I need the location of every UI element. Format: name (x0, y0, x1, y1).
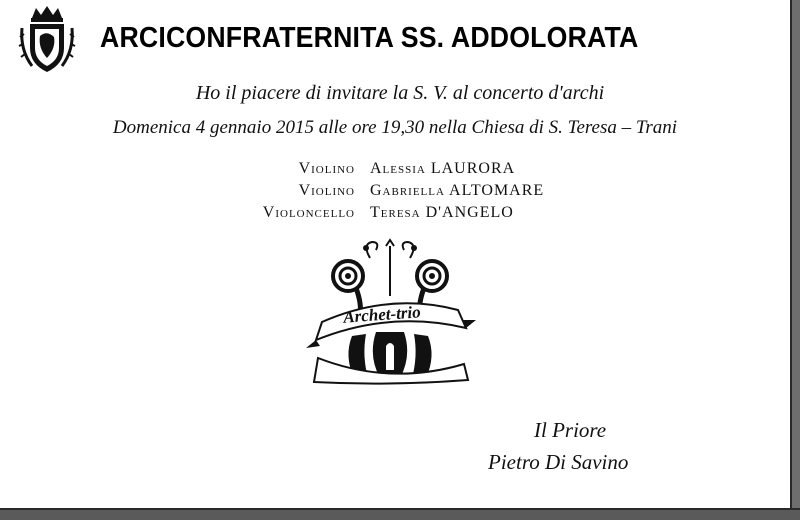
performer-role: Violino (298, 160, 355, 177)
page-title: ARCICONFRATERNITA SS. ADDOLORATA (100, 22, 639, 54)
invitation-line-2: Domenica 4 gennaio 2015 alle ore 19,30 nella Chiesa di S. Teresa – Trani (112, 117, 678, 138)
performer-role: Violino (298, 182, 355, 199)
performer-row (0, 204, 800, 226)
invitation-line-1: Ho il piacere di invitare la S. V. al concerto d'archi (195, 82, 605, 104)
window-bottom-bar (0, 508, 800, 520)
logo-text: Archet-trio (342, 302, 422, 327)
performer-name: Teresa D'ANGELO (370, 204, 514, 221)
signature-title: Il Priore (534, 418, 607, 442)
performer-row (0, 160, 800, 182)
performer-name: Gabriella ALTOMARE (370, 182, 545, 199)
signature-name: Pietro Di Savino (488, 450, 629, 474)
performer-row (0, 182, 800, 204)
confraternity-crest-icon (18, 4, 76, 76)
performer-list (0, 160, 800, 226)
window-right-edge (790, 0, 800, 508)
performer-name: Alessia LAURORA (370, 160, 516, 177)
performer-role: Violoncello (262, 204, 355, 221)
